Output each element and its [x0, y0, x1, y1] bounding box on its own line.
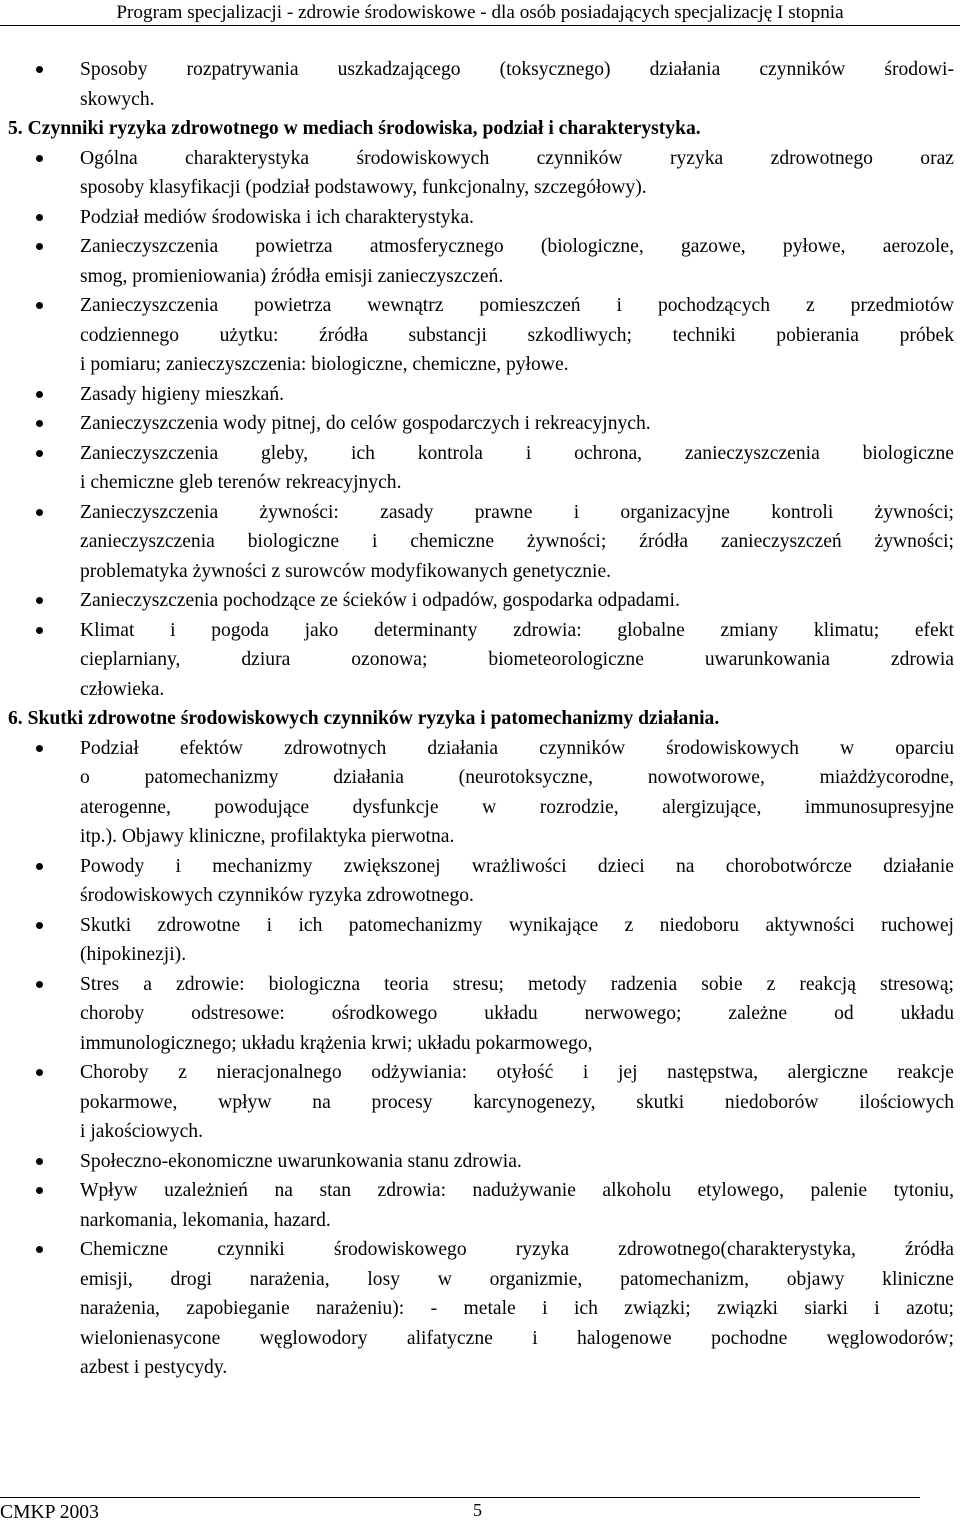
line-text: Podział mediów środowiska i ich charakterystyka. [80, 206, 474, 228]
line-text: problematyka żywności z surowców modyfikowanych genetycznie. [80, 560, 612, 582]
line-text: emisji, drogi narażenia, losy w organizmie, patomechanizm, objawy kliniczne [80, 1268, 954, 1290]
line-text: Klimat i pogoda jako determinanty zdrowia: globalne zmiany klimatu; efekt [80, 619, 954, 641]
line-text: człowieka. [80, 678, 165, 700]
footer-rule [0, 1497, 920, 1498]
line-text: Wpływ uzależnień na stan zdrowia: nadużywanie alkoholu etylowego, palenie tytoniu, [80, 1180, 954, 1201]
line-text: i jakościowych. [80, 1121, 203, 1142]
list-item [0, 1058, 960, 1088]
bullet-icon [36, 627, 43, 634]
list-item-continuation [0, 321, 960, 351]
list-item [0, 232, 960, 262]
bullet-icon [36, 302, 43, 309]
list-item [0, 734, 960, 764]
line-text: itp.). Objawy kliniczne, profilaktyka pierwotna. [80, 826, 455, 847]
bullet-icon [36, 1187, 43, 1194]
bullet-icon [36, 391, 43, 398]
list-item-continuation [0, 675, 960, 705]
line-text: pokarmowe, wpływ na procesy karcynogenezy, skutki niedoborów ilościowych [80, 1091, 954, 1113]
document-body [0, 55, 960, 1383]
list-item [0, 409, 960, 439]
list-item [0, 55, 960, 85]
line-text: Zanieczyszczenia gleby, ich kontrola i ochrona, zanieczyszczenia biologiczne [80, 442, 954, 464]
list-item [0, 1147, 960, 1177]
bullet-icon [36, 155, 43, 162]
line-text: (hipokinezji). [80, 944, 187, 965]
page-number: 5 [473, 1500, 482, 1520]
line-text: środowiskowych czynników ryzyka zdrowotnego. [80, 885, 474, 906]
list-item [0, 1176, 960, 1206]
list-item [0, 203, 960, 233]
bullet-icon [36, 1069, 43, 1076]
list-item-continuation [0, 645, 960, 675]
line-text: Zasady higieny mieszkań. [80, 383, 285, 405]
line-text: immunologicznego; układu krążenia krwi; układu pokarmowego, [80, 1032, 593, 1054]
list-item-continuation [0, 763, 960, 793]
list-item [0, 291, 960, 321]
list-item-continuation [0, 468, 960, 498]
line-text: Podział efektów zdrowotnych działania czynników środowiskowych w oparciu [80, 737, 954, 759]
bullet-icon [36, 922, 43, 929]
list-item [0, 911, 960, 941]
bullet-icon [36, 1246, 43, 1253]
bullet-icon [36, 450, 43, 457]
line-text: Społeczno-ekonomiczne uwarunkowania stanu zdrowia. [80, 1150, 522, 1172]
list-item-continuation [0, 1088, 960, 1118]
list-item [0, 616, 960, 646]
list-item-continuation [0, 881, 960, 911]
line-text: azbest i pestycydy. [80, 1357, 228, 1378]
list-item-continuation [0, 1324, 960, 1354]
line-text: Powody i mechanizmy zwiększonej wrażliwości dzieci na chorobotwórcze działanie [80, 855, 954, 877]
line-text: 6. Skutki zdrowotne środowiskowych czynników ryzyka i patomechanizmy działania. [8, 708, 720, 729]
list-item-continuation [0, 262, 960, 292]
list-item [0, 380, 960, 410]
line-text: Zanieczyszczenia pochodzące ze ścieków i odpadów, gospodarka odpadami. [80, 590, 680, 611]
list-item-continuation [0, 1265, 960, 1295]
line-text: choroby odstresowe: ośrodkowego układu nerwowego; zależne od układu [80, 1003, 954, 1024]
line-text: Skutki zdrowotne i ich patomechanizmy wynikające z niedoboru aktywności ruchowej [80, 914, 954, 936]
list-item [0, 586, 960, 616]
bullet-icon [36, 1158, 43, 1165]
list-item [0, 498, 960, 528]
section-heading [0, 704, 960, 734]
line-text: Ogólna charakterystyka środowiskowych czynników ryzyka zdrowotnego oraz [80, 147, 954, 169]
line-text: sposoby klasyfikacji (podział podstawowy, funkcjonalny, szczegółowy). [80, 177, 647, 198]
bullet-icon [36, 981, 43, 988]
line-text: narażenia, zapobieganie narażeniu): - metale i ich związki; związki siarki i azotu; [80, 1298, 954, 1319]
line-text: i chemiczne gleb terenów rekreacyjnych. [80, 472, 402, 493]
line-text: Sposoby rozpatrywania uszkadzającego (toksycznego) działania czynników środowi- [80, 59, 954, 80]
line-text: codziennego użytku: źródła substancji szkodliwych; techniki pobierania próbek [80, 324, 954, 346]
bullet-icon [36, 863, 43, 870]
line-text: Choroby z nieracjonalnego odżywiania: otyłość i jej następstwa, alergiczne reakcje [80, 1062, 954, 1083]
bullet-icon [36, 509, 43, 516]
line-text: aterogenne, powodujące dysfunkcje w rozrodzie, alergizujące, immunosupresyjne [80, 796, 954, 818]
list-item-continuation [0, 1117, 960, 1147]
line-text: Zanieczyszczenia żywności: zasady prawne i organizacyjne kontroli żywności; [80, 501, 954, 523]
list-item-continuation [0, 793, 960, 823]
bullet-icon [36, 243, 43, 250]
list-item [0, 144, 960, 174]
list-item-continuation [0, 999, 960, 1029]
list-item [0, 439, 960, 469]
list-item-continuation [0, 940, 960, 970]
bullet-icon [36, 745, 43, 752]
bullet-icon [36, 214, 43, 221]
list-item [0, 970, 960, 1000]
line-text: cieplarniany, dziura ozonowa; biometeorologiczne uwarunkowania zdrowia [80, 649, 954, 670]
list-item-continuation [0, 1206, 960, 1236]
list-item-continuation [0, 1294, 960, 1324]
line-text: Zanieczyszczenia wody pitnej, do celów gospodarczych i rekreacyjnych. [80, 413, 651, 434]
line-text: o patomechanizmy działania (neurotoksyczne, nowotworowe, miażdżycorodne, [80, 767, 954, 788]
line-text: wielonienasycone węglowodory alifatyczne i halogenowe pochodne węglowodorów; [80, 1327, 954, 1349]
list-item-continuation [0, 1353, 960, 1383]
bullet-icon [36, 420, 43, 427]
line-text: smog, promieniowania) źródła emisji zanieczyszczeń. [80, 265, 504, 287]
line-text: Zanieczyszczenia powietrza wewnątrz pomieszczeń i pochodzących z przedmiotów [80, 295, 954, 316]
section-heading [0, 114, 960, 144]
line-text: i pomiaru; zanieczyszczenia: biologiczne, chemiczne, pyłowe. [80, 354, 569, 375]
bullet-icon [36, 66, 43, 73]
line-text: 5. Czynniki ryzyka zdrowotnego w mediach środowiska, podział i charakterystyka. [8, 118, 701, 139]
list-item-continuation [0, 527, 960, 557]
line-text: Chemiczne czynniki środowiskowego ryzyka zdrowotnego(charakterystyka, źródła [80, 1239, 954, 1260]
list-item-continuation [0, 557, 960, 587]
line-text: zanieczyszczenia biologiczne i chemiczne żywności; źródła zanieczyszczeń żywności; [80, 531, 954, 552]
list-item [0, 852, 960, 882]
list-item-continuation [0, 822, 960, 852]
line-text: skowych. [80, 88, 155, 110]
page-header-title: Program specjalizacji - zdrowie środowiskowe - dla osób posiadających specjalizację I stopnia [116, 2, 844, 23]
line-text: narkomania, lekomania, hazard. [80, 1209, 331, 1231]
line-text: Zanieczyszczenia powietrza atmosferycznego (biologiczne, gazowe, pyłowe, aerozole, [80, 236, 954, 257]
list-item-continuation [0, 85, 960, 115]
list-item-continuation [0, 173, 960, 203]
line-text: Stres a zdrowie: biologiczna teoria stresu; metody radzenia sobie z reakcją stresową; [80, 973, 954, 995]
list-item-continuation [0, 350, 960, 380]
list-item [0, 1235, 960, 1265]
footer-label: CMKP 2003 [0, 1502, 99, 1523]
page-header [0, 0, 960, 26]
list-item-continuation [0, 1029, 960, 1059]
bullet-icon [36, 597, 43, 604]
